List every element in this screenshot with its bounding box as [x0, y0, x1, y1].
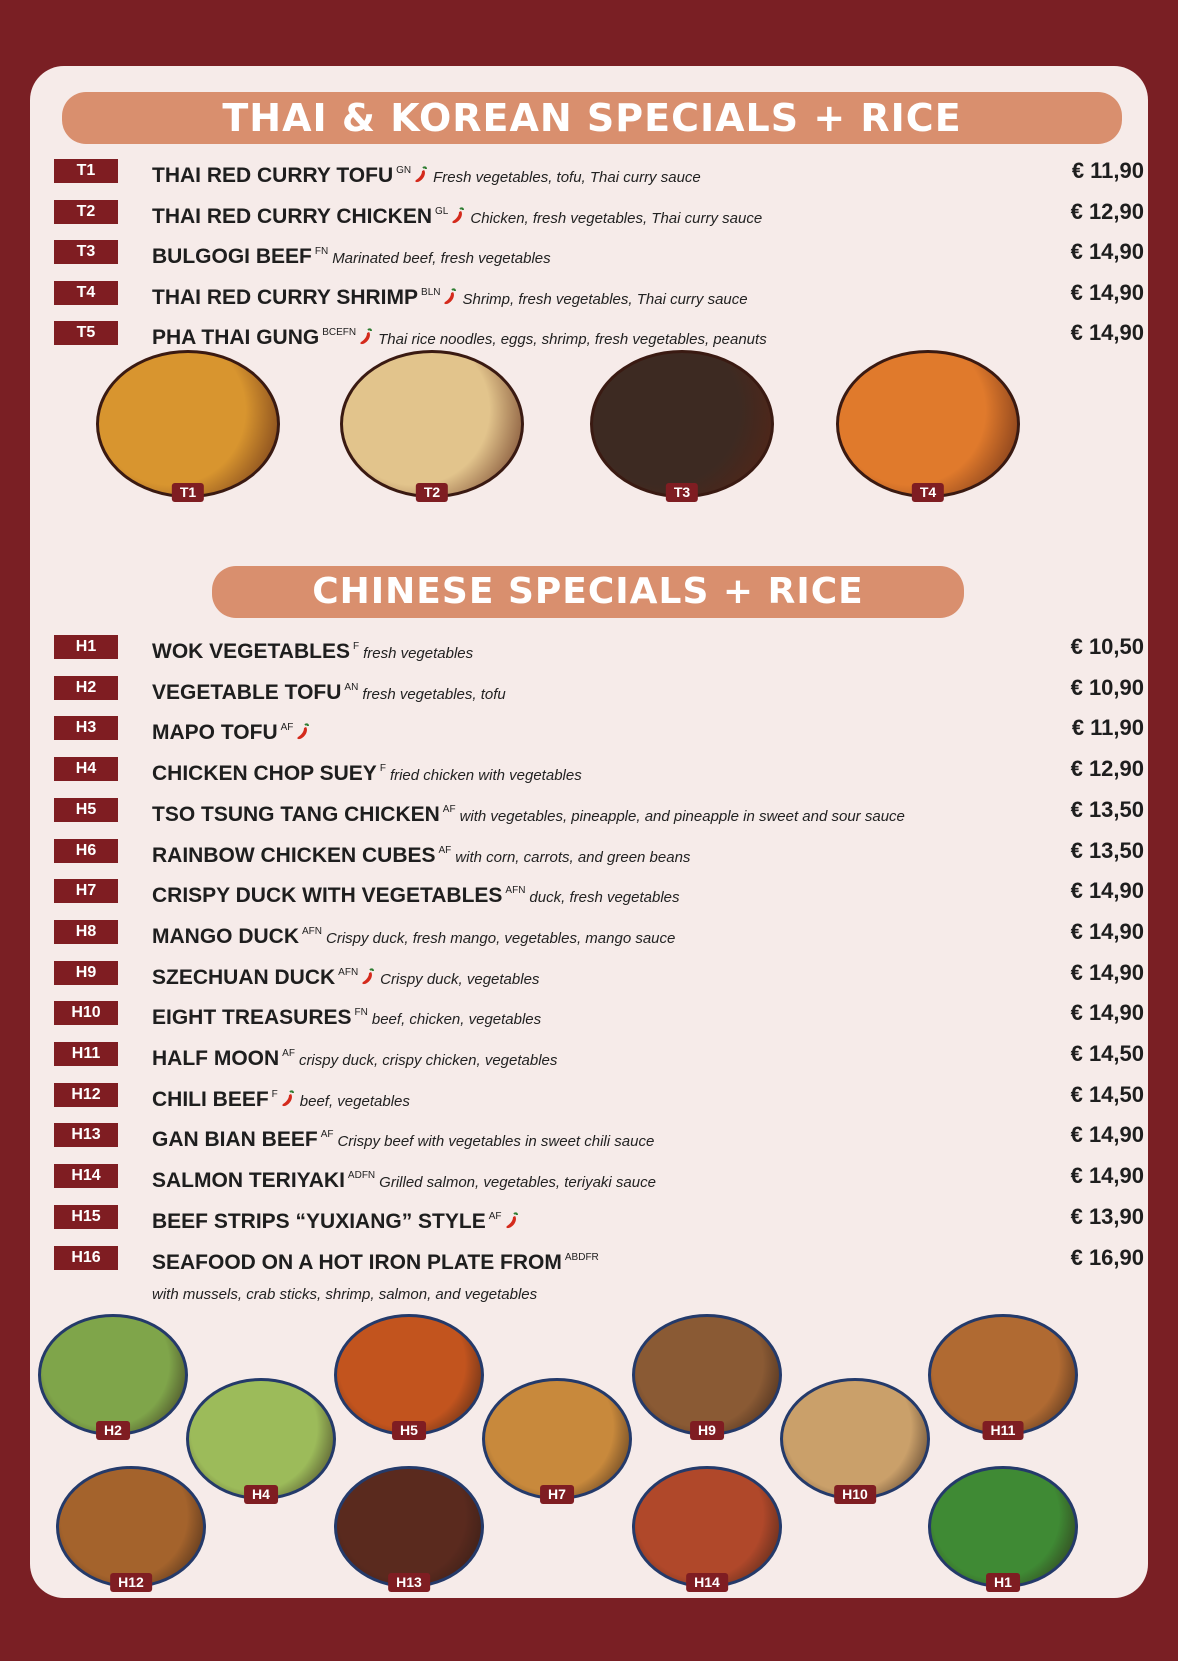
item-code-badge: H6: [54, 839, 118, 863]
dish-image: [482, 1378, 632, 1500]
dish-image: [56, 1466, 206, 1588]
dish-label: H5: [392, 1421, 426, 1440]
allergen-codes: AF: [320, 1129, 334, 1141]
allergen-codes: AFN: [505, 885, 526, 897]
item-line: [152, 1202, 1032, 1232]
item-price: € 13,50: [1070, 837, 1144, 863]
item-code-badge: T2: [54, 200, 118, 224]
allergen-codes: GL: [435, 205, 449, 217]
dish-label: H2: [96, 1421, 130, 1440]
item-description: Crispy duck, vegetables: [380, 970, 540, 988]
item-name: BEEF STRIPS “YUXIANG” STYLE: [152, 1209, 486, 1232]
dish-label: T1: [172, 483, 204, 502]
item-code-badge: T3: [54, 240, 118, 264]
item-description: Marinated beef, fresh vegetables: [332, 250, 551, 267]
item-code-badge: H3: [54, 716, 118, 740]
item-description: beef, vegetables: [299, 1092, 410, 1110]
dish-photo-h9: [632, 1314, 782, 1436]
allergen-codes: AF: [438, 844, 452, 856]
item-code-badge: T4: [54, 281, 118, 305]
menu-item-t4: [54, 278, 1144, 308]
menu-item-t1: [54, 156, 1144, 186]
dish-photo-h10: [780, 1378, 930, 1500]
item-line: [152, 754, 1032, 784]
dish-label: H4: [244, 1485, 278, 1504]
dish-label: T3: [666, 483, 698, 502]
item-description: Thai rice noodles, eggs, shrimp, fresh vegetables, peanuts: [378, 331, 767, 348]
allergen-codes: AFN: [338, 966, 359, 978]
item-description: beef, chicken, vegetables: [371, 1011, 542, 1029]
item-line: [152, 673, 1032, 703]
item-line: [152, 876, 1032, 906]
item-line: [152, 836, 1032, 866]
item-description: crispy duck, crispy chicken, vegetables: [298, 1052, 558, 1069]
item-code-badge: H10: [54, 1001, 118, 1025]
item-code-badge: H2: [54, 676, 118, 700]
dish-image: [836, 350, 1020, 498]
item-description: with corn, carrots, and green beans: [455, 848, 691, 866]
item-description: fried chicken with vegetables: [389, 767, 582, 785]
item-description: Crispy duck, fresh mango, vegetables, mango sauce: [326, 929, 676, 947]
item-line: [152, 713, 1032, 743]
dish-label: H1: [986, 1573, 1020, 1592]
dish-photo-h1: [928, 1466, 1078, 1588]
allergen-codes: BCEFN: [322, 327, 357, 338]
item-price: € 14,90: [1070, 918, 1144, 944]
dish-image: [928, 1466, 1078, 1588]
allergen-codes: AFN: [302, 925, 322, 937]
menu-item-h13: [54, 1120, 1144, 1150]
menu-item-h3: [54, 713, 1144, 743]
item-price: € 13,90: [1070, 1203, 1144, 1229]
dish-image: [96, 350, 280, 498]
item-code-badge: H1: [54, 635, 118, 659]
dish-image: [632, 1314, 782, 1436]
allergen-codes: AF: [442, 803, 456, 815]
item-name: RAINBOW CHICKEN CUBES: [152, 843, 436, 866]
dish-photo-t4: [836, 350, 1020, 498]
item-description: Chicken, fresh vegetables, Thai curry sauce: [470, 209, 763, 227]
item-price: € 14,90: [1070, 878, 1144, 904]
menu-item-h15: [54, 1202, 1144, 1232]
menu-item-t3: [54, 237, 1144, 267]
chili-pepper-icon: [450, 207, 466, 225]
item-name: EIGHT TREASURES: [152, 1006, 352, 1029]
chili-pepper-icon: [360, 968, 376, 986]
item-line: [152, 1080, 1032, 1110]
section-title-thai-korean: THAI & KOREAN SPECIALS + RICE: [62, 92, 1122, 144]
menu-item-h1: [54, 632, 1144, 662]
item-code-badge: H13: [54, 1123, 118, 1147]
dish-photo-h12: [56, 1466, 206, 1588]
allergen-codes: AN: [344, 681, 359, 693]
menu-item-h10: [54, 998, 1144, 1028]
menu-item-t2: [54, 197, 1144, 227]
dish-image: [334, 1314, 484, 1436]
item-description: Crispy beef with vegetables in sweet chili sauce: [337, 1133, 655, 1151]
allergen-codes: F: [379, 763, 386, 775]
item-line: [152, 1243, 1032, 1273]
dish-label: H14: [686, 1573, 728, 1592]
item-name: MANGO DUCK: [152, 924, 299, 947]
item-line: [152, 1161, 1032, 1191]
item-line: [152, 318, 1032, 348]
dish-photo-h2: [38, 1314, 188, 1436]
item-code-badge: T1: [54, 159, 118, 183]
item-price: € 14,90: [1070, 1163, 1144, 1189]
menu-item-h4: [54, 754, 1144, 784]
item-price: € 12,90: [1070, 756, 1144, 782]
dish-photo-h11: [928, 1314, 1078, 1436]
item-price: € 14,50: [1070, 1081, 1144, 1107]
chili-pepper-icon: [358, 328, 374, 346]
menu-item-h5: [54, 795, 1144, 825]
item-price: € 10,50: [1070, 634, 1144, 659]
item-price: € 14,90: [1070, 1122, 1144, 1148]
dish-label: T4: [912, 483, 944, 502]
item-price: € 14,90: [1070, 959, 1144, 985]
dish-photo-h14: [632, 1466, 782, 1588]
item-name: MAPO TOFU: [152, 721, 278, 744]
item-name: SALMON TERIYAKI: [152, 1169, 345, 1192]
dish-photo-h13: [334, 1466, 484, 1588]
dish-image: [632, 1466, 782, 1588]
item-line: [152, 237, 1032, 267]
item-name: WOK VEGETABLES: [152, 640, 350, 662]
item-code-badge: H5: [54, 798, 118, 822]
dish-photo-h4: [186, 1378, 336, 1500]
dish-label: H9: [690, 1421, 724, 1440]
item-price: € 12,90: [1070, 198, 1144, 224]
dish-image: [186, 1378, 336, 1500]
allergen-codes: FN: [354, 1007, 368, 1019]
item-line: [152, 197, 1032, 227]
allergen-codes: F: [352, 641, 360, 652]
chili-pepper-icon: [442, 288, 458, 306]
item-code-badge: H7: [54, 879, 118, 903]
allergen-codes: AF: [280, 722, 294, 734]
allergen-codes: AF: [488, 1210, 502, 1222]
dish-image: [340, 350, 524, 498]
item-name: BULGOGI BEEF: [152, 245, 312, 267]
item-price: € 16,90: [1070, 1244, 1144, 1270]
item-line: [152, 278, 1032, 308]
item-price: € 14,90: [1070, 279, 1144, 305]
dish-label: T2: [416, 483, 448, 502]
section-title-chinese: CHINESE SPECIALS + RICE: [212, 566, 964, 618]
item-code-badge: H11: [54, 1042, 118, 1066]
item-code-badge: H15: [54, 1205, 118, 1229]
allergen-codes: BLN: [421, 286, 441, 298]
menu-item-h16: [54, 1243, 1144, 1273]
item-name: CRISPY DUCK WITH VEGETABLES: [152, 884, 503, 907]
item-name: GAN BIAN BEEF: [152, 1128, 318, 1151]
item-name: THAI RED CURRY SHRIMP: [152, 285, 419, 308]
item-line: [152, 958, 1032, 988]
item-name: THAI RED CURRY TOFU: [152, 164, 394, 186]
item-description: duck, fresh vegetables: [529, 889, 680, 907]
item-name: SZECHUAN DUCK: [152, 965, 336, 988]
item-line: [152, 795, 1032, 825]
dish-photo-h7: [482, 1378, 632, 1500]
allergen-codes: AF: [282, 1048, 295, 1059]
dish-photo-h5: [334, 1314, 484, 1436]
item-name: HALF MOON: [152, 1047, 280, 1069]
dish-label: H11: [983, 1421, 1024, 1440]
item-description: fresh vegetables, tofu: [362, 685, 506, 703]
allergen-codes: ADFN: [347, 1170, 376, 1182]
dish-image: [928, 1314, 1078, 1436]
item-price: € 14,90: [1070, 320, 1144, 345]
item-code-badge: H16: [54, 1246, 118, 1270]
item-line: [152, 156, 1032, 186]
item-name: TSO TSUNG TANG CHICKEN: [152, 802, 440, 825]
dish-photo-t3: [590, 350, 774, 498]
chili-pepper-icon: [295, 723, 311, 741]
dish-image: [334, 1466, 484, 1588]
item-name: CHICKEN CHOP SUEY: [152, 762, 377, 785]
dish-label: H7: [540, 1485, 574, 1504]
item-description: with vegetables, pineapple, and pineapple in sweet and sour sauce: [459, 807, 905, 825]
dish-photo-t1: [96, 350, 280, 498]
item-line: [152, 1039, 1032, 1069]
menu-item-h2: [54, 673, 1144, 703]
item-price: € 10,90: [1070, 674, 1144, 700]
item-name: PHA THAI GUNG: [152, 326, 320, 348]
item-price: € 11,90: [1071, 158, 1144, 183]
menu-card: [30, 66, 1148, 1598]
item-code-badge: H8: [54, 920, 118, 944]
menu-item-h12: [54, 1080, 1144, 1110]
menu-item-h14: [54, 1161, 1144, 1191]
chili-pepper-icon: [504, 1212, 520, 1230]
dish-photo-t2: [340, 350, 524, 498]
item-code-badge: H14: [54, 1164, 118, 1188]
item-name: VEGETABLE TOFU: [152, 680, 342, 703]
allergen-codes: F: [271, 1088, 278, 1100]
item-price: € 14,50: [1070, 1041, 1144, 1066]
item-code-badge: H9: [54, 961, 118, 985]
dish-image: [38, 1314, 188, 1436]
dish-label: H12: [110, 1573, 152, 1592]
item-name: CHILI BEEF: [152, 1087, 269, 1110]
chili-pepper-icon: [413, 166, 429, 184]
item-name: THAI RED CURRY CHICKEN: [152, 204, 433, 227]
dish-label: H13: [388, 1573, 430, 1592]
item-description: Fresh vegetables, tofu, Thai curry sauce: [433, 169, 701, 186]
chili-pepper-icon: [280, 1090, 296, 1108]
item-code-badge: H4: [54, 757, 118, 781]
item-code-badge: H12: [54, 1083, 118, 1107]
menu-item-h9: [54, 958, 1144, 988]
item-price: € 11,90: [1071, 715, 1144, 741]
item-line: [152, 1120, 1032, 1150]
allergen-codes: GN: [396, 165, 412, 176]
item-price: € 13,50: [1070, 796, 1144, 822]
menu-item-h7: [54, 876, 1144, 906]
allergen-codes: ABDFR: [564, 1251, 599, 1263]
dish-image: [590, 350, 774, 498]
dish-label: H10: [834, 1485, 876, 1504]
h16-description: with mussels, crab sticks, shrimp, salmon, and vegetables: [152, 1286, 538, 1303]
menu-item-h6: [54, 836, 1144, 866]
item-code-badge: T5: [54, 321, 118, 345]
item-price: € 14,90: [1070, 1000, 1144, 1026]
allergen-codes: FN: [314, 246, 329, 257]
item-line: [152, 917, 1032, 947]
item-description: Grilled salmon, vegetables, teriyaki sauce: [379, 1174, 656, 1192]
menu-item-h11: [54, 1039, 1144, 1069]
item-line: [152, 998, 1032, 1028]
item-line: [152, 632, 1032, 662]
item-price: € 14,90: [1070, 239, 1144, 264]
menu-item-h8: [54, 917, 1144, 947]
item-description: fresh vegetables: [363, 645, 474, 662]
item-name: SEAFOOD ON A HOT IRON PLATE FROM: [152, 1250, 562, 1273]
menu-item-t5: [54, 318, 1144, 348]
dish-image: [780, 1378, 930, 1500]
item-description: Shrimp, fresh vegetables, Thai curry sauce: [462, 290, 748, 308]
